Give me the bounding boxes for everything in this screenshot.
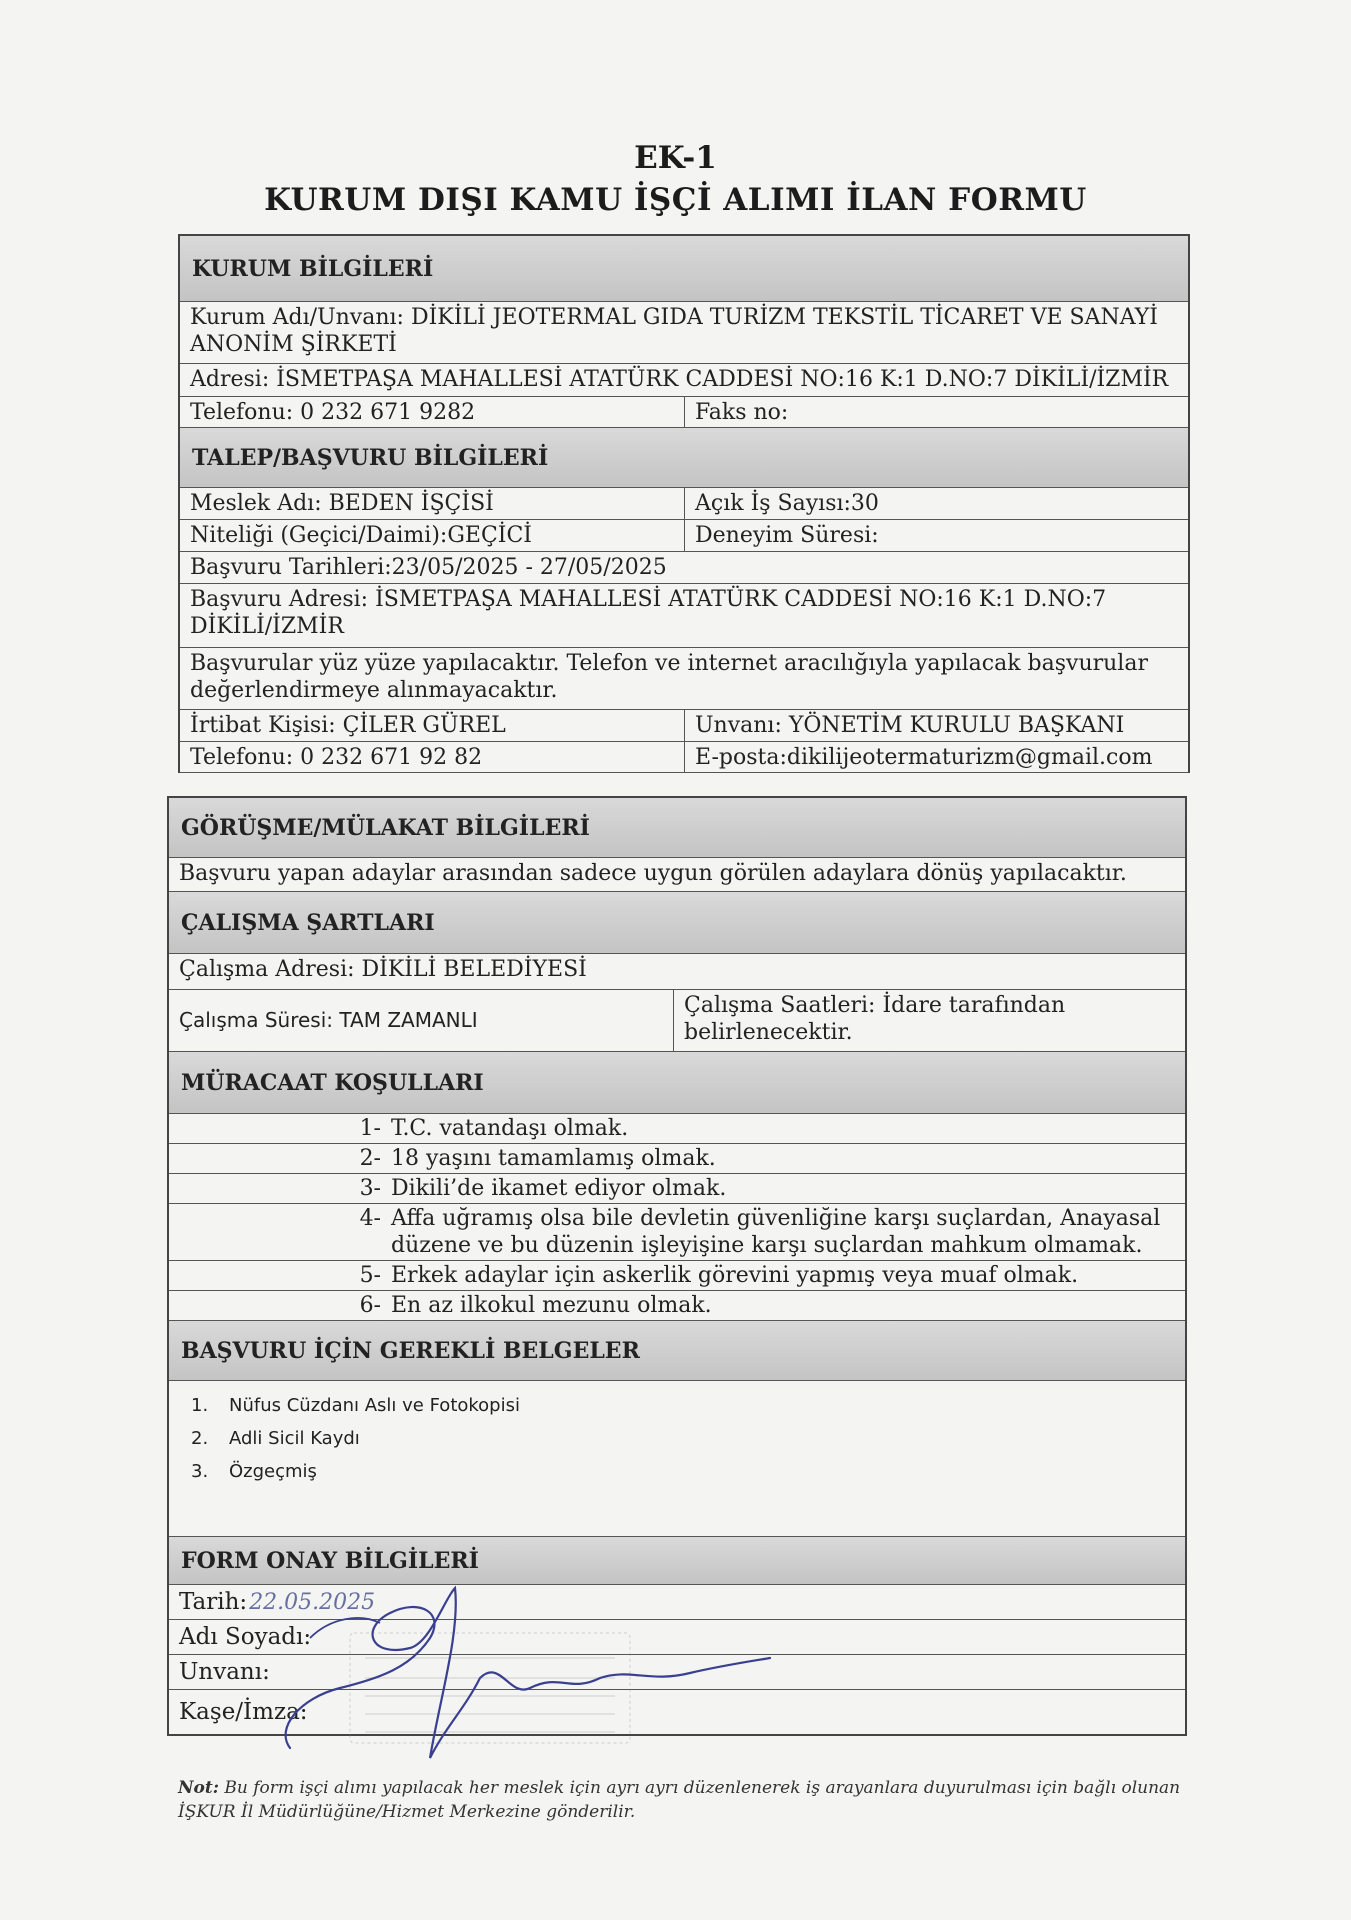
talep-row-4 <box>180 584 1188 648</box>
document-item: 2. Adli Sicil Kaydı <box>191 1428 360 1449</box>
basvuru-tarihleri: Başvuru Tarihleri:23/05/2025 - 27/05/2025 <box>190 555 667 580</box>
onay-title-row <box>169 1655 1185 1690</box>
talep-row-3 <box>180 552 1188 584</box>
onay-table <box>169 1585 1185 1734</box>
condition-item: 3- Dikili’de ikamet ediyor olmak. <box>169 1174 1185 1204</box>
talep-row-6 <box>180 710 1188 742</box>
kurum-name: Kurum Adı/Unvanı: DİKİLİ JEOTERMAL GIDA TURİZM TEKSTİL TİCARET VE SANAYİ ANONİM ŞİRKETİ <box>190 305 1158 357</box>
basvuru-aciklama: Başvurular yüz yüze yapılacaktır. Telefon ve internet aracılığıyla yapılacak başvurular değerlendirmeye alınmayacaktır. <box>190 651 1148 703</box>
section-belgeler-header: BAŞVURU İÇİN GEREKLİ BELGELER <box>169 1321 1185 1381</box>
condition-item: 6- En az ilkokul mezunu olmak. <box>169 1291 1185 1321</box>
form-title: KURUM DIŞI KAMU İŞÇİ ALIMI İLAN FORMU <box>264 182 1087 218</box>
section-muracaat-header: MÜRACAAT KOŞULLARI <box>169 1052 1185 1114</box>
belgeler-list <box>169 1381 1185 1537</box>
kurum-name-row <box>180 302 1188 364</box>
section-gorusme-header: GÖRÜŞME/MÜLAKAT BİLGİLERİ <box>169 798 1185 858</box>
document-item: 3. Özgeçmiş <box>191 1461 317 1482</box>
kurum-phone: Telefonu: 0 232 671 9282 <box>180 397 685 427</box>
meslek-adi: Meslek Adı: BEDEN İŞÇİSİ <box>180 488 685 519</box>
section-calisma-header: ÇALIŞMA ŞARTLARI <box>169 892 1185 954</box>
calisma-address-row <box>169 954 1185 990</box>
calisma-suresi: Çalışma Süresi: TAM ZAMANLI <box>169 990 674 1051</box>
condition-item: 1- T.C. vatandaşı olmak. <box>169 1114 1185 1144</box>
irtibat-unvani: Unvanı: YÖNETİM KURULU BAŞKANI <box>695 713 1125 738</box>
form-note <box>178 1776 1198 1824</box>
calisma-sure-row <box>169 990 1185 1052</box>
date-label: Tarih: <box>179 1588 248 1615</box>
onay-date-row <box>169 1585 1185 1620</box>
condition-item: 2- 18 yaşını tamamlamış olmak. <box>169 1144 1185 1174</box>
onay-name-row <box>169 1620 1185 1655</box>
gorusme-row <box>169 858 1185 892</box>
calisma-adresi: Çalışma Adresi: DİKİLİ BELEDİYESİ <box>179 957 587 982</box>
talep-row-2 <box>180 520 1188 552</box>
gorusme-text: Başvuru yapan adaylar arasından sadece uygun görülen adaylara dönüş yapılacaktır. <box>179 861 1127 886</box>
name-label: Adı Soyadı: <box>179 1623 312 1650</box>
talep-row-5 <box>180 648 1188 710</box>
section-onay-header: FORM ONAY BİLGİLERİ <box>169 1537 1185 1585</box>
note-text: Bu form işçi alımı yapılacak her meslek için ayrı ayrı düzenlenerek iş arayanlara duyurulması için bağlı olunan İŞKUR İl Müdürlüğüne/Hizmet Merkezine gönderilir. <box>178 1778 1181 1822</box>
annex-label: EK-1 <box>634 140 717 176</box>
kurum-address-row <box>180 364 1188 397</box>
condition-item: 5- Erkek adaylar için askerlik görevini yapmış veya muaf olmak. <box>169 1261 1185 1291</box>
acik-is-sayisi: Açık İş Sayısı:30 <box>695 491 879 516</box>
basvuru-adresi: Başvuru Adresi: İSMETPAŞA MAHALLESİ ATATÜRK CADDESİ NO:16 K:1 D.NO:7 DİKİLİ/İZMİR <box>190 587 1107 639</box>
irtibat-telefon: Telefonu: 0 232 671 92 82 <box>180 742 685 772</box>
stamp-signature-label: Kaşe/İmza: <box>179 1698 308 1725</box>
niteligi: Niteliği (Geçici/Daimi):GEÇİCİ <box>180 520 685 551</box>
muracaat-list <box>169 1114 1185 1321</box>
document-item: 1. Nüfus Cüzdanı Aslı ve Fotokopisi <box>191 1395 520 1416</box>
title-label: Unvanı: <box>179 1658 270 1685</box>
kurum-fax: Faks no: <box>695 400 789 425</box>
section-talep-header: TALEP/BAŞVURU BİLGİLERİ <box>180 428 1188 488</box>
kurum-address: Adresi: İSMETPAŞA MAHALLESİ ATATÜRK CADDESİ NO:16 K:1 D.NO:7 DİKİLİ/İZMİR <box>190 367 1169 392</box>
deneyim-suresi: Deneyim Süresi: <box>695 523 879 548</box>
irtibat-kisisi: İrtibat Kişisi: ÇİLER GÜREL <box>180 710 685 741</box>
talep-row-7 <box>180 742 1188 773</box>
condition-item: 4- Affa uğramış olsa bile devletin güvenliğine karşı suçlardan, Anayasal düzene ve bu düzenin işleyişine karşı suçlardan mahkum olmamak. <box>169 1204 1185 1261</box>
kurum-phone-row <box>180 397 1188 428</box>
note-label: Not: <box>178 1778 220 1798</box>
talep-row-1 <box>180 488 1188 520</box>
irtibat-eposta: E-posta:dikilijeotermaturizm@gmail.com <box>695 745 1153 770</box>
second-form-table <box>167 796 1187 1736</box>
section-kurum-header: KURUM BİLGİLERİ <box>180 236 1188 302</box>
onay-stamp-row <box>169 1690 1185 1734</box>
calisma-saatleri: Çalışma Saatleri: İdare tarafından belirlenecektir. <box>684 993 1066 1045</box>
handwritten-date: 22.05.2025 <box>249 1589 376 1615</box>
main-form-table <box>178 234 1190 773</box>
